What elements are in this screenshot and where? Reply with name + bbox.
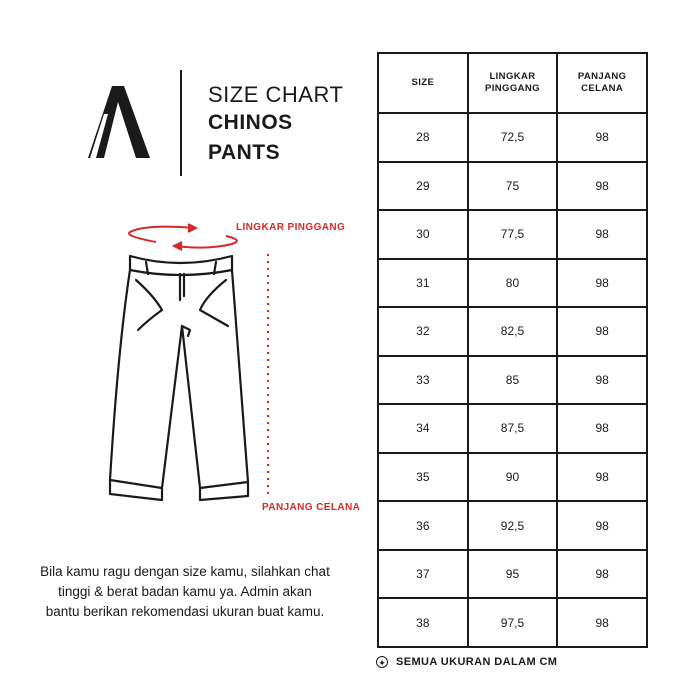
header-length: PANJANG CELANA bbox=[557, 53, 647, 113]
cell-length: 98 bbox=[557, 259, 647, 308]
cell-size: 30 bbox=[378, 210, 468, 259]
brand-logo-icon bbox=[86, 84, 152, 160]
title-line-2: CHINOS bbox=[208, 111, 293, 134]
table-row bbox=[378, 210, 647, 259]
cell-waist: 92,5 bbox=[468, 501, 558, 550]
cell-size: 28 bbox=[378, 113, 468, 162]
cell-length: 98 bbox=[557, 501, 647, 550]
cell-waist: 87,5 bbox=[468, 404, 558, 453]
cell-length: 98 bbox=[557, 113, 647, 162]
title-line-1: SIZE CHART bbox=[208, 82, 344, 107]
cell-waist: 75 bbox=[468, 162, 558, 211]
header-waist: LINGKAR PINGGANG bbox=[468, 53, 558, 113]
size-help-note: Bila kamu ragu dengan size kamu, silahkan chat tinggi & berat badan kamu ya. Admin akan bantu berikan rekomendasi ukuran buat kamu. bbox=[40, 564, 330, 619]
cell-waist: 85 bbox=[468, 356, 558, 405]
cell-size: 36 bbox=[378, 501, 468, 550]
cell-length: 98 bbox=[557, 404, 647, 453]
waist-arrows-icon bbox=[129, 224, 237, 250]
cell-size: 37 bbox=[378, 550, 468, 599]
cell-size: 34 bbox=[378, 404, 468, 453]
cell-size: 31 bbox=[378, 259, 468, 308]
table-row bbox=[378, 598, 647, 647]
table-row bbox=[378, 404, 647, 453]
header-size: SIZE bbox=[378, 53, 468, 113]
size-table bbox=[377, 52, 648, 648]
table-row bbox=[378, 307, 647, 356]
cell-waist: 82,5 bbox=[468, 307, 558, 356]
cell-length: 98 bbox=[557, 550, 647, 599]
asterisk-icon: ✦ bbox=[376, 656, 388, 668]
cell-size: 33 bbox=[378, 356, 468, 405]
footer-text: SEMUA UKURAN DALAM CM bbox=[396, 656, 558, 668]
table-row bbox=[378, 113, 647, 162]
header-divider bbox=[180, 70, 182, 176]
footer-note bbox=[376, 656, 557, 668]
cell-length: 98 bbox=[557, 356, 647, 405]
pants-diagram bbox=[96, 218, 366, 518]
cell-size: 38 bbox=[378, 598, 468, 647]
table-row bbox=[378, 162, 647, 211]
title-block bbox=[208, 82, 343, 168]
cell-waist: 95 bbox=[468, 550, 558, 599]
cell-length: 98 bbox=[557, 210, 647, 259]
table-row bbox=[378, 356, 647, 405]
cell-waist: 77,5 bbox=[468, 210, 558, 259]
cell-waist: 72,5 bbox=[468, 113, 558, 162]
table-row bbox=[378, 453, 647, 502]
cell-waist: 90 bbox=[468, 453, 558, 502]
cell-size: 32 bbox=[378, 307, 468, 356]
table-row bbox=[378, 550, 647, 599]
cell-size: 29 bbox=[378, 162, 468, 211]
cell-waist: 97,5 bbox=[468, 598, 558, 647]
cell-length: 98 bbox=[557, 598, 647, 647]
cell-length: 98 bbox=[557, 453, 647, 502]
table-row bbox=[378, 501, 647, 550]
cell-size: 35 bbox=[378, 453, 468, 502]
table-row bbox=[378, 259, 647, 308]
length-label: PANJANG CELANA bbox=[262, 502, 361, 513]
cell-waist: 80 bbox=[468, 259, 558, 308]
cell-length: 98 bbox=[557, 307, 647, 356]
table-header-row bbox=[378, 53, 647, 113]
title-line-3: PANTS bbox=[208, 141, 281, 164]
waist-label: LINGKAR PINGGANG bbox=[236, 222, 346, 233]
cell-length: 98 bbox=[557, 162, 647, 211]
